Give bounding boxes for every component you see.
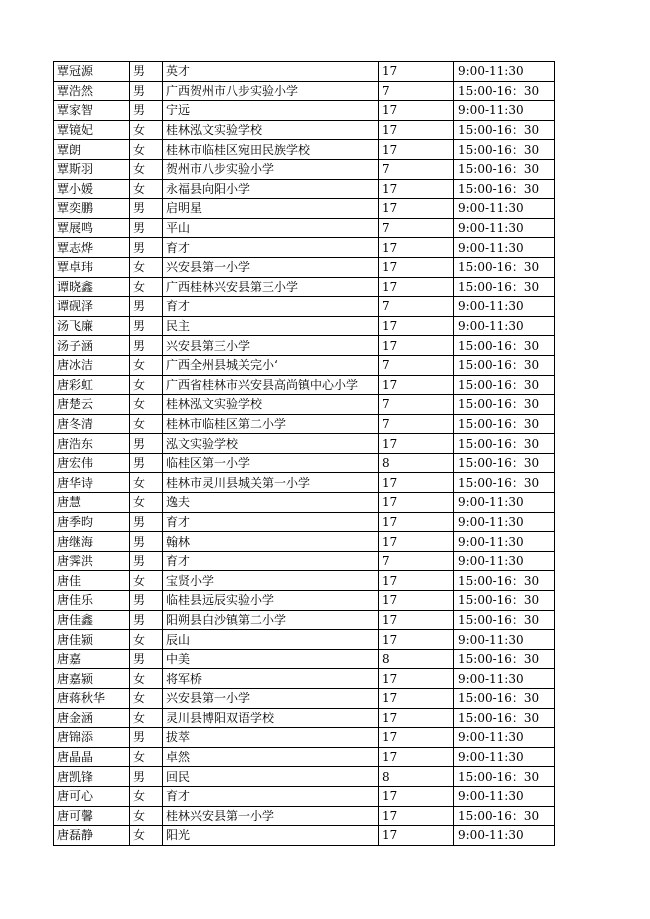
grade-cell: 7 — [379, 81, 454, 101]
grade-cell: 7 — [379, 297, 454, 317]
school-cell: 临桂县远辰实验小学 — [163, 591, 379, 611]
table-row — [54, 316, 555, 336]
time-slot-cell: 9:00-11:30 — [454, 728, 555, 748]
gender-cell: 男 — [130, 101, 163, 121]
time-slot-cell: 9:00-11:30 — [454, 532, 555, 552]
student-name-cell: 覃冠源 — [54, 62, 130, 82]
gender-cell: 女 — [130, 708, 163, 728]
grade-cell: 17 — [379, 316, 454, 336]
student-name-cell: 唐霁洪 — [54, 551, 130, 571]
grade-cell: 17 — [379, 728, 454, 748]
student-name-cell: 谭晓鑫 — [54, 277, 130, 297]
gender-cell: 男 — [130, 316, 163, 336]
school-cell: 育才 — [163, 238, 379, 258]
table-row — [54, 767, 555, 787]
table-row — [54, 375, 555, 395]
school-cell: 育才 — [163, 512, 379, 532]
student-name-cell: 唐蒋秋华 — [54, 689, 130, 709]
table-row — [54, 610, 555, 630]
student-name-cell: 唐嘉 — [54, 649, 130, 669]
time-slot-cell: 9:00-11:30 — [454, 297, 555, 317]
school-cell: 宝贤小学 — [163, 571, 379, 591]
school-cell: 灵川县博阳双语学校 — [163, 708, 379, 728]
grade-cell: 17 — [379, 493, 454, 513]
gender-cell: 男 — [130, 238, 163, 258]
student-name-cell: 唐彩虹 — [54, 375, 130, 395]
time-slot-cell: 15:00-16：30 — [454, 355, 555, 375]
school-cell: 育才 — [163, 297, 379, 317]
school-cell: 翰林 — [163, 532, 379, 552]
table-row — [54, 218, 555, 238]
gender-cell: 女 — [130, 414, 163, 434]
table-row — [54, 806, 555, 826]
student-name-cell: 汤子涵 — [54, 336, 130, 356]
grade-cell: 7 — [379, 551, 454, 571]
grade-cell: 17 — [379, 610, 454, 630]
gender-cell: 男 — [130, 297, 163, 317]
time-slot-cell: 9:00-11:30 — [454, 316, 555, 336]
time-slot-cell: 15:00-16：30 — [454, 277, 555, 297]
grade-cell: 17 — [379, 336, 454, 356]
time-slot-cell: 9:00-11:30 — [454, 238, 555, 258]
time-slot-cell: 15:00-16：30 — [454, 806, 555, 826]
school-cell: 启明星 — [163, 199, 379, 219]
gender-cell: 女 — [130, 689, 163, 709]
time-slot-cell: 15:00-16：30 — [454, 708, 555, 728]
school-cell: 辰山 — [163, 630, 379, 650]
table-row — [54, 532, 555, 552]
student-name-cell: 唐慧 — [54, 493, 130, 513]
student-name-cell: 唐晶晶 — [54, 747, 130, 767]
school-cell: 桂林泓文实验学校 — [163, 120, 379, 140]
grade-cell: 7 — [379, 218, 454, 238]
table-row — [54, 179, 555, 199]
table-row — [54, 571, 555, 591]
grade-cell: 17 — [379, 591, 454, 611]
time-slot-cell: 9:00-11:30 — [454, 669, 555, 689]
table-row — [54, 473, 555, 493]
table-row — [54, 826, 555, 846]
student-name-cell: 唐可心 — [54, 786, 130, 806]
student-name-cell: 谭砚泽 — [54, 297, 130, 317]
grade-cell: 17 — [379, 375, 454, 395]
table-row — [54, 81, 555, 101]
table-row — [54, 708, 555, 728]
time-slot-cell: 9:00-11:30 — [454, 630, 555, 650]
time-slot-cell: 15:00-16：30 — [454, 81, 555, 101]
school-cell: 广西全州县城关完小‘ — [163, 355, 379, 375]
school-cell: 桂林市灵川县城关第一小学 — [163, 473, 379, 493]
student-name-cell: 唐佳鑫 — [54, 610, 130, 630]
student-name-cell: 汤飞廉 — [54, 316, 130, 336]
time-slot-cell: 9:00-11:30 — [454, 493, 555, 513]
school-cell: 中美 — [163, 649, 379, 669]
table-row — [54, 120, 555, 140]
grade-cell: 17 — [379, 179, 454, 199]
gender-cell: 男 — [130, 453, 163, 473]
gender-cell: 男 — [130, 532, 163, 552]
school-cell: 阳光 — [163, 826, 379, 846]
table-row — [54, 355, 555, 375]
table-row — [54, 551, 555, 571]
school-cell: 英才 — [163, 62, 379, 82]
table-row — [54, 453, 555, 473]
school-cell: 桂林泓文实验学校 — [163, 395, 379, 415]
school-cell: 民主 — [163, 316, 379, 336]
time-slot-cell: 15:00-16：30 — [454, 453, 555, 473]
school-cell: 将军桥 — [163, 669, 379, 689]
time-slot-cell: 15:00-16：30 — [454, 140, 555, 160]
grade-cell: 17 — [379, 747, 454, 767]
gender-cell: 男 — [130, 81, 163, 101]
gender-cell: 女 — [130, 257, 163, 277]
time-slot-cell: 9:00-11:30 — [454, 551, 555, 571]
gender-cell: 女 — [130, 375, 163, 395]
gender-cell: 女 — [130, 669, 163, 689]
table-row — [54, 512, 555, 532]
student-name-cell: 覃朗 — [54, 140, 130, 160]
time-slot-cell: 15:00-16：30 — [454, 591, 555, 611]
gender-cell: 男 — [130, 218, 163, 238]
gender-cell: 男 — [130, 591, 163, 611]
table-row — [54, 689, 555, 709]
gender-cell: 女 — [130, 355, 163, 375]
time-slot-cell: 15:00-16：30 — [454, 179, 555, 199]
school-cell: 广西贺州市八步实验小学 — [163, 81, 379, 101]
school-cell: 兴安县第一小学 — [163, 257, 379, 277]
gender-cell: 女 — [130, 571, 163, 591]
student-name-cell: 唐楚云 — [54, 395, 130, 415]
grade-cell: 17 — [379, 277, 454, 297]
time-slot-cell: 15:00-16：30 — [454, 257, 555, 277]
grade-cell: 17 — [379, 62, 454, 82]
time-slot-cell: 9:00-11:30 — [454, 512, 555, 532]
table-row — [54, 786, 555, 806]
table-row — [54, 140, 555, 160]
school-cell: 育才 — [163, 786, 379, 806]
table-row — [54, 669, 555, 689]
table-row — [54, 101, 555, 121]
time-slot-cell: 9:00-11:30 — [454, 62, 555, 82]
table-row — [54, 199, 555, 219]
time-slot-cell: 15:00-16：30 — [454, 610, 555, 630]
student-name-cell: 唐凯锋 — [54, 767, 130, 787]
time-slot-cell: 15:00-16：30 — [454, 395, 555, 415]
school-cell: 永福县向阳小学 — [163, 179, 379, 199]
gender-cell: 女 — [130, 277, 163, 297]
gender-cell: 男 — [130, 199, 163, 219]
student-name-cell: 覃浩然 — [54, 81, 130, 101]
student-name-cell: 唐浩东 — [54, 434, 130, 454]
school-cell: 广西桂林兴安县第三小学 — [163, 277, 379, 297]
time-slot-cell: 15:00-16：30 — [454, 336, 555, 356]
time-slot-cell: 9:00-11:30 — [454, 826, 555, 846]
time-slot-cell: 15:00-16：30 — [454, 414, 555, 434]
student-name-cell: 唐嘉颍 — [54, 669, 130, 689]
grade-cell: 17 — [379, 689, 454, 709]
student-name-cell: 唐冰洁 — [54, 355, 130, 375]
gender-cell: 女 — [130, 493, 163, 513]
table-row — [54, 238, 555, 258]
gender-cell: 女 — [130, 826, 163, 846]
time-slot-cell: 9:00-11:30 — [454, 747, 555, 767]
student-name-cell: 唐佳 — [54, 571, 130, 591]
table-row — [54, 257, 555, 277]
table-row — [54, 159, 555, 179]
grade-cell: 17 — [379, 101, 454, 121]
grade-cell: 8 — [379, 453, 454, 473]
school-cell: 泓文实验学校 — [163, 434, 379, 454]
student-name-cell: 覃卓玮 — [54, 257, 130, 277]
time-slot-cell: 9:00-11:30 — [454, 786, 555, 806]
school-cell: 桂林市临桂区宛田民族学校 — [163, 140, 379, 160]
gender-cell: 男 — [130, 767, 163, 787]
student-name-cell: 唐华诗 — [54, 473, 130, 493]
grade-cell: 17 — [379, 786, 454, 806]
gender-cell: 男 — [130, 728, 163, 748]
gender-cell: 女 — [130, 159, 163, 179]
time-slot-cell: 9:00-11:30 — [454, 101, 555, 121]
school-cell: 兴安县第三小学 — [163, 336, 379, 356]
grade-cell: 17 — [379, 199, 454, 219]
student-name-cell: 唐继海 — [54, 532, 130, 552]
grade-cell: 8 — [379, 649, 454, 669]
student-name-cell: 唐锦添 — [54, 728, 130, 748]
grade-cell: 7 — [379, 414, 454, 434]
grade-cell: 17 — [379, 512, 454, 532]
student-name-cell: 唐金涵 — [54, 708, 130, 728]
school-cell: 卓然 — [163, 747, 379, 767]
table-row — [54, 591, 555, 611]
student-name-cell: 唐冬清 — [54, 414, 130, 434]
school-cell: 临桂区第一小学 — [163, 453, 379, 473]
gender-cell: 女 — [130, 140, 163, 160]
school-cell: 回民 — [163, 767, 379, 787]
student-name-cell: 覃志烨 — [54, 238, 130, 258]
student-name-cell: 唐佳颍 — [54, 630, 130, 650]
gender-cell: 男 — [130, 512, 163, 532]
time-slot-cell: 15:00-16：30 — [454, 767, 555, 787]
gender-cell: 女 — [130, 395, 163, 415]
gender-cell: 女 — [130, 630, 163, 650]
student-name-cell: 覃奕鹏 — [54, 199, 130, 219]
table-row — [54, 336, 555, 356]
time-slot-cell: 15:00-16：30 — [454, 375, 555, 395]
time-slot-cell: 9:00-11:30 — [454, 218, 555, 238]
school-cell: 贺州市八步实验小学 — [163, 159, 379, 179]
school-cell: 宁远 — [163, 101, 379, 121]
grade-cell: 7 — [379, 159, 454, 179]
gender-cell: 女 — [130, 473, 163, 493]
registration-table — [53, 61, 555, 846]
table-row — [54, 414, 555, 434]
student-name-cell: 唐可馨 — [54, 806, 130, 826]
grade-cell: 17 — [379, 473, 454, 493]
grade-cell: 8 — [379, 767, 454, 787]
gender-cell: 女 — [130, 806, 163, 826]
grade-cell: 17 — [379, 434, 454, 454]
table-row — [54, 493, 555, 513]
time-slot-cell: 15:00-16：30 — [454, 649, 555, 669]
grade-cell: 17 — [379, 140, 454, 160]
school-cell: 兴安县第一小学 — [163, 689, 379, 709]
school-cell: 平山 — [163, 218, 379, 238]
gender-cell: 男 — [130, 649, 163, 669]
table-row — [54, 630, 555, 650]
school-cell: 育才 — [163, 551, 379, 571]
school-cell: 阳朔县白沙镇第二小学 — [163, 610, 379, 630]
gender-cell: 男 — [130, 62, 163, 82]
table-row — [54, 62, 555, 82]
table-row — [54, 649, 555, 669]
gender-cell: 女 — [130, 786, 163, 806]
student-name-cell: 覃展鸣 — [54, 218, 130, 238]
grade-cell: 17 — [379, 806, 454, 826]
school-cell: 拔萃 — [163, 728, 379, 748]
time-slot-cell: 15:00-16：30 — [454, 571, 555, 591]
gender-cell: 女 — [130, 747, 163, 767]
gender-cell: 男 — [130, 610, 163, 630]
time-slot-cell: 15:00-16：30 — [454, 120, 555, 140]
grade-cell: 17 — [379, 257, 454, 277]
student-name-cell: 覃家智 — [54, 101, 130, 121]
table-row — [54, 434, 555, 454]
grade-cell: 17 — [379, 120, 454, 140]
time-slot-cell: 9:00-11:30 — [454, 199, 555, 219]
school-cell: 逸夫 — [163, 493, 379, 513]
time-slot-cell: 15:00-16：30 — [454, 689, 555, 709]
school-cell: 广西省桂林市兴安县高尚镇中心小学 — [163, 375, 379, 395]
school-cell: 桂林兴安县第一小学 — [163, 806, 379, 826]
student-name-cell: 覃镜妃 — [54, 120, 130, 140]
gender-cell: 男 — [130, 551, 163, 571]
table-row — [54, 297, 555, 317]
time-slot-cell: 15:00-16：30 — [454, 434, 555, 454]
time-slot-cell: 15:00-16：30 — [454, 473, 555, 493]
grade-cell: 17 — [379, 669, 454, 689]
table-row — [54, 747, 555, 767]
time-slot-cell: 15:00-16：30 — [454, 159, 555, 179]
student-name-cell: 唐佳乐 — [54, 591, 130, 611]
gender-cell: 女 — [130, 179, 163, 199]
student-name-cell: 唐磊静 — [54, 826, 130, 846]
grade-cell: 17 — [379, 826, 454, 846]
grade-cell: 17 — [379, 708, 454, 728]
grade-cell: 17 — [379, 532, 454, 552]
student-name-cell: 唐季昀 — [54, 512, 130, 532]
grade-cell: 17 — [379, 238, 454, 258]
student-name-cell: 覃小媛 — [54, 179, 130, 199]
table-row — [54, 395, 555, 415]
grade-cell: 17 — [379, 630, 454, 650]
gender-cell: 男 — [130, 336, 163, 356]
grade-cell: 7 — [379, 395, 454, 415]
grade-cell: 7 — [379, 355, 454, 375]
student-name-cell: 覃斯羽 — [54, 159, 130, 179]
student-name-cell: 唐宏伟 — [54, 453, 130, 473]
school-cell: 桂林市临桂区第二小学 — [163, 414, 379, 434]
table-row — [54, 728, 555, 748]
table-body — [54, 62, 555, 846]
table-row — [54, 277, 555, 297]
gender-cell: 男 — [130, 434, 163, 454]
grade-cell: 17 — [379, 571, 454, 591]
gender-cell: 女 — [130, 120, 163, 140]
